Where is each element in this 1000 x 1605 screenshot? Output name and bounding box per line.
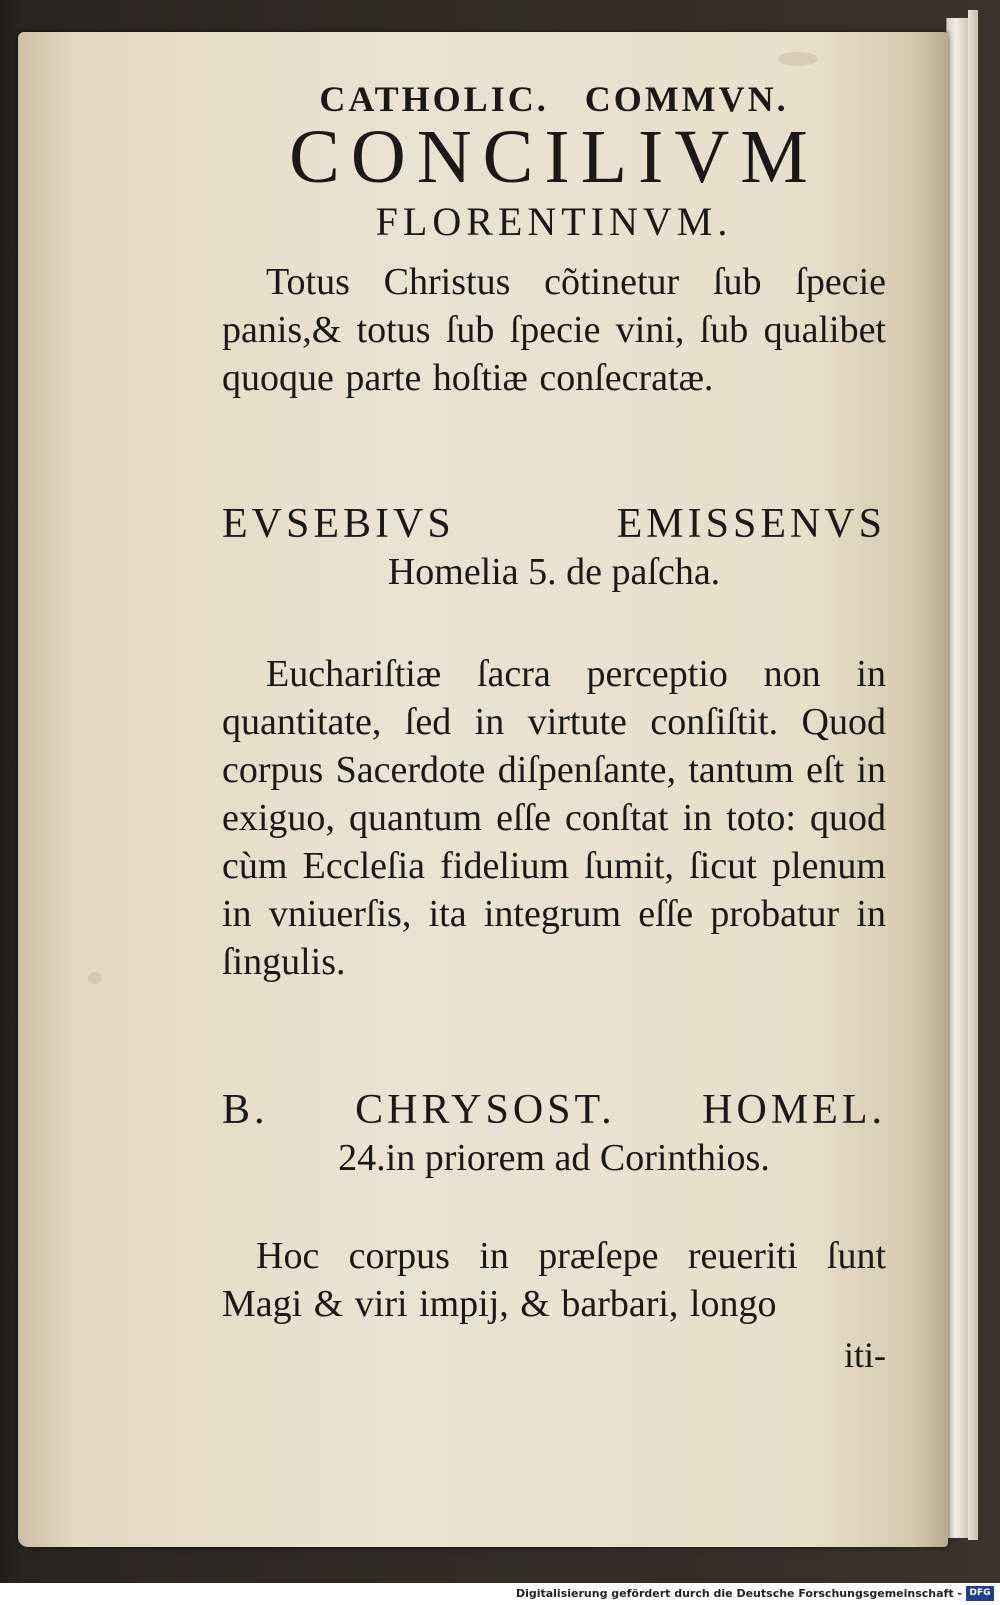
section-subtitle: FLORENTINVM. (375, 199, 733, 244)
paragraph: Hoc corpus in præſepe reueriti ſunt Magi & viri impij, & barbari, longo (222, 1235, 886, 1325)
running-head: CATHOLIC. COMMVN. (319, 79, 789, 119)
funding-credit: Digitalisierung gefördert durch die Deutsche Forschungsgemeinschaft - (515, 1587, 962, 1600)
paragraph: Euchariſtiæ ſacra perceptio non in quantitate, ſed in virtute conſiſtit. Quod corpus Sacerdote diſpenſante, tantum eſt in exiguo, quantum eſſe conſtat in toto: quod cùm Eccleſia fidelium ſumit, ſicut plenum in vniuerſis, ita integrum eſſe probatur in ſingulis. (222, 653, 886, 983)
section-subheading: 24.in priorem ad Corinthios. (338, 1137, 770, 1179)
page-edge (946, 18, 969, 1538)
paper-stain (778, 52, 818, 66)
page-edge-outer (968, 10, 978, 1540)
paper-stain (88, 972, 102, 984)
section-heading: B. CHRYSOST. HOMEL. (222, 1087, 886, 1133)
catchword: iti- (844, 1335, 886, 1375)
section-title: CONCILIVM (289, 115, 819, 199)
paragraph: Totus Christus cõtinetur ſub ſpecie panis,& totus ſub ſpecie vini, ſub qualibet quoque parte hoſtiæ conſecratæ. (222, 261, 886, 399)
footer-bar (0, 1583, 1000, 1605)
section-heading: EVSEBIVS EMISSENVS (222, 501, 886, 547)
section-subheading: Homelia 5. de paſcha. (387, 551, 721, 593)
dfg-logo: DFG (966, 1586, 994, 1601)
